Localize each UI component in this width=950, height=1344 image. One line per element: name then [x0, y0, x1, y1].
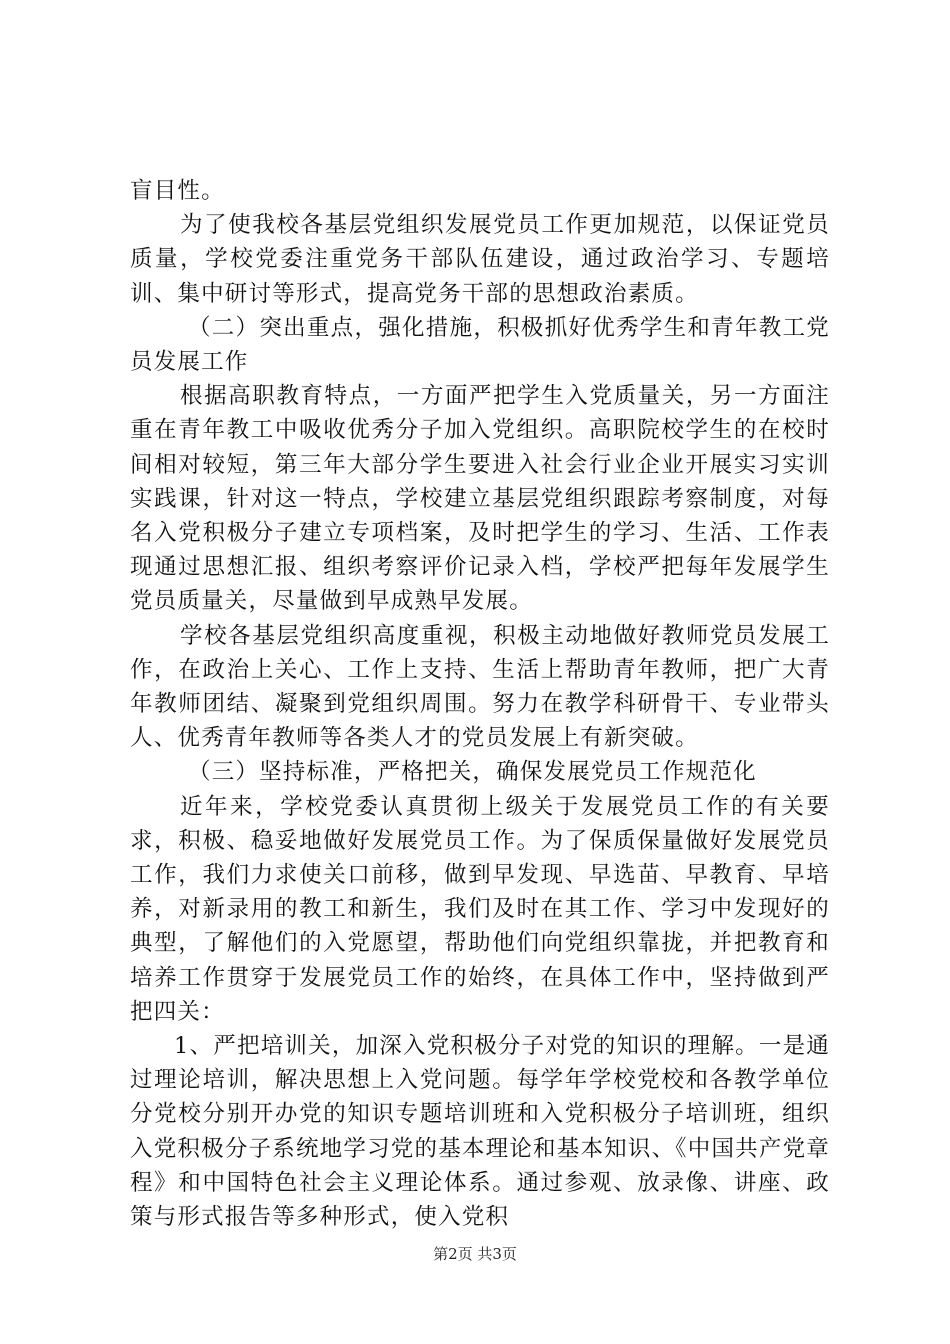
paragraph: 学校各基层党组织高度重视，积极主动地做好教师党员发展工作，在政治上关心、工作上支持、生活上帮助青年教师，把广大青年教师团结、凝聚到党组织周围。努力在教学科研骨干、专业带头人、优秀青年教师等各类人才的党员发展上有新突破。: [130, 622, 830, 752]
page-number-label: 第2页 共3页: [433, 1245, 517, 1263]
section-heading: （二）突出重点，强化措施，积极抓好优秀学生和青年教工党员发展工作: [130, 314, 830, 376]
page-footer: [0, 1244, 950, 1264]
section-heading: （三）坚持标准，严格把关，确保发展党员工作规范化: [188, 759, 757, 786]
numbered-paragraph: 1、严把培训关，加深入党积极分子对党的知识的理解。一是通过理论培训，解决思想上入党问题。每学年学校党校和各教学单位分党校分别开办党的知识专题培训班和入党积极分子培训班，组织入党积极分子系统地学习党的基本理论和基本知识、《中国共产党章程》和中国特色社会主义理论体系。通过参观、放录像、讲座、政策与形式报告等多种形式，使入党积: [130, 1033, 830, 1231]
paragraph: 根据高职教育特点，一方面严把学生入党质量关，另一方面注重在青年教工中吸收优秀分子加入党组织。高职院校学生的在校时间相对较短，第三年大部分学生要进入社会行业企业开展实习实训实践课，针对这一特点，学校建立基层党组织跟踪考察制度，对每名入党积极分子建立专项档案，及时把学生的学习、生活、工作表现通过思想汇报、组织考察评价记录入档，学校严把每年发展学生党员质量关，尽量做到早成熟早发展。: [130, 383, 830, 615]
paragraph: 为了使我校各基层党组织发展党员工作更加规范，以保证党员质量，学校党委注重党务干部队伍建设，通过政治学习、专题培训、集中研讨等形式，提高党务干部的思想政治素质。: [130, 212, 830, 307]
paragraph: 近年来，学校党委认真贯彻上级关于发展党员工作的有关要求，积极、稳妥地做好发展党员工作。为了保质保量做好发展党员工作，我们力求使关口前移，做到早发现、早选苗、早教育、早培养，对新录用的教工和新生，我们及时在其工作、学习中发现好的典型，了解他们的入党愿望，帮助他们向党组织靠拢，并把教育和培养工作贯穿于发展党员工作的始终，在具体工作中，坚持做到严把四关：: [130, 793, 830, 1025]
document-body: [130, 174, 830, 1234]
paragraph: 盲目性。: [130, 178, 225, 204]
